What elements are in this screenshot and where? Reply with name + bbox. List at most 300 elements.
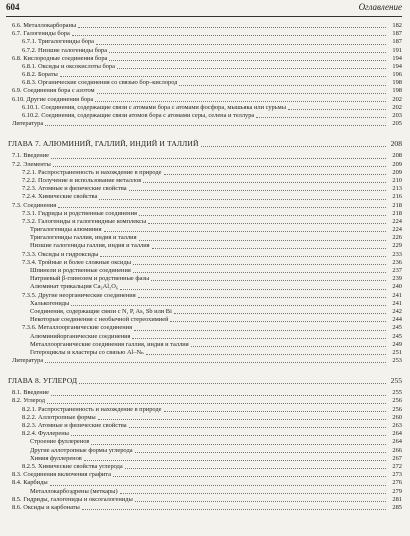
dot-leader bbox=[129, 427, 386, 428]
toc-entry-title bbox=[30, 283, 118, 291]
toc-entry-text: Углерод bbox=[23, 397, 45, 405]
toc-entry-text: Оксиды и гидроксиды bbox=[38, 250, 99, 258]
toc-page-number: 260 bbox=[392, 413, 402, 421]
toc-entry-text: Металлоорганические соединения галлия, индия и таллия bbox=[30, 340, 189, 348]
toc-entry-text: Введение bbox=[23, 152, 49, 160]
toc-entry-title bbox=[12, 161, 51, 169]
dot-leader bbox=[164, 174, 386, 175]
toc-page-number: 276 bbox=[392, 479, 402, 487]
toc-entry bbox=[8, 202, 402, 210]
toc-entry-text: АЛЮМИНИЙ, ГАЛЛИЙ, ИНДИЙ И ТАЛЛИЙ bbox=[42, 139, 199, 149]
toc-entry-number: 6.7.2. bbox=[22, 46, 37, 54]
dot-leader bbox=[82, 509, 386, 510]
toc-entry-title bbox=[22, 251, 98, 259]
toc-entry-text: Элементы bbox=[23, 160, 51, 168]
toc-entry bbox=[8, 438, 402, 446]
toc-entry-number: 7.3. bbox=[12, 201, 22, 209]
toc-page-number: 255 bbox=[392, 389, 402, 397]
dot-leader bbox=[139, 215, 386, 216]
toc-entry bbox=[8, 430, 402, 438]
dot-leader bbox=[256, 117, 386, 118]
toc-entry-text: Распространенность и нахождение в природе bbox=[38, 405, 162, 413]
toc-entry bbox=[8, 251, 402, 259]
dot-leader bbox=[191, 346, 386, 347]
toc-page-number: 218 bbox=[392, 201, 402, 209]
toc-entry-text: Соединения, содержащие связи с N, P, As, Sb или Bi bbox=[30, 307, 172, 315]
toc-entry-text: Другие неорганические соединения bbox=[38, 291, 136, 299]
dot-leader bbox=[120, 289, 386, 290]
toc-entry bbox=[8, 349, 402, 357]
dot-leader bbox=[138, 297, 386, 298]
toc-entry-text: Гетероциклы и кластеры со связью Al–Nₙ bbox=[30, 348, 144, 356]
toc-page-number: 285 bbox=[392, 503, 402, 511]
toc-page-number: 255 bbox=[390, 376, 402, 386]
toc-entry bbox=[8, 341, 402, 349]
dot-leader bbox=[201, 146, 386, 147]
dot-leader bbox=[78, 27, 386, 28]
toc-entry-title bbox=[12, 397, 45, 405]
dot-leader bbox=[72, 35, 386, 36]
toc-entry-title bbox=[22, 79, 177, 87]
toc-entry-number: 8.2.4. bbox=[22, 430, 37, 438]
dot-leader bbox=[113, 476, 386, 477]
toc-page-number: 251 bbox=[392, 348, 402, 356]
toc-entry-number: 7.2.1. bbox=[22, 168, 37, 176]
toc-page-number: 256 bbox=[392, 405, 402, 413]
toc-page-number: 264 bbox=[392, 438, 402, 446]
toc-entry-number: 6.8. bbox=[12, 54, 22, 62]
toc-entry-title bbox=[22, 185, 127, 193]
toc-entry bbox=[8, 455, 402, 463]
toc-entry bbox=[8, 267, 402, 275]
toc-page-number: 224 bbox=[392, 217, 402, 225]
toc-entry-number: 7.2.3. bbox=[22, 185, 37, 193]
chapter-heading bbox=[8, 375, 402, 386]
toc-page-number: 245 bbox=[392, 324, 402, 332]
chapter-heading bbox=[8, 138, 402, 149]
toc-page-number: 239 bbox=[392, 275, 402, 283]
toc-entry bbox=[8, 292, 402, 300]
toc-entry-text: Некоторые соединения с необычной стереохимией bbox=[30, 316, 169, 324]
toc-page-number: 182 bbox=[392, 21, 402, 29]
toc-page-number: 226 bbox=[392, 234, 402, 242]
toc-entry bbox=[8, 193, 402, 201]
toc-entry-text: УГЛЕРОД bbox=[42, 376, 78, 386]
toc-page-number: 279 bbox=[392, 487, 402, 495]
dot-leader bbox=[148, 223, 386, 224]
toc-entry-text: Шпинели и родственные соединения bbox=[30, 267, 131, 275]
toc-entry bbox=[8, 357, 402, 365]
toc-entry-number: 8.2.5. bbox=[22, 462, 37, 470]
dot-leader bbox=[97, 93, 386, 94]
toc-entry bbox=[8, 38, 402, 46]
toc-entry-title bbox=[12, 152, 49, 160]
toc-page-number: 236 bbox=[392, 258, 402, 266]
toc-entry-text: Металлокарбоэдрены (меткары) bbox=[30, 487, 118, 495]
dot-leader bbox=[71, 435, 386, 436]
toc-entry bbox=[8, 177, 402, 185]
dot-leader bbox=[135, 501, 386, 502]
toc-entry-title bbox=[12, 471, 111, 479]
toc-page-number: 202 bbox=[392, 103, 402, 111]
toc-entry-title bbox=[12, 55, 107, 63]
toc-page-number: 198 bbox=[392, 79, 402, 87]
toc-entry-text: Фуллерены bbox=[38, 430, 69, 438]
toc-entry bbox=[8, 243, 402, 251]
toc-entry-title bbox=[22, 422, 127, 430]
toc-entry-title bbox=[22, 193, 97, 201]
toc-entry bbox=[8, 47, 402, 55]
toc-entry bbox=[8, 316, 402, 324]
table-of-contents bbox=[8, 22, 402, 512]
toc-entry bbox=[8, 471, 402, 479]
toc-entry bbox=[8, 275, 402, 283]
dot-leader bbox=[91, 444, 386, 445]
toc-entry-title bbox=[8, 375, 77, 386]
toc-entry bbox=[8, 169, 402, 177]
toc-entry-title bbox=[30, 349, 144, 357]
toc-page-number: 208 bbox=[392, 152, 402, 160]
toc-entry-title bbox=[30, 316, 168, 324]
toc-entry-title bbox=[30, 300, 69, 308]
dot-leader bbox=[288, 109, 386, 110]
toc-page-number: 196 bbox=[392, 71, 402, 79]
toc-entry bbox=[8, 210, 402, 218]
toc-entry-text: Другие аллотропные формы углерода bbox=[30, 446, 133, 454]
toc-entry-title bbox=[30, 234, 137, 242]
toc-entry-text: Кислородные соединения бора bbox=[23, 54, 108, 62]
dot-leader bbox=[96, 44, 386, 45]
dot-leader bbox=[53, 166, 386, 167]
toc-entry-number: 6.7. bbox=[12, 30, 22, 38]
toc-entry-number: 8.2.2. bbox=[22, 413, 37, 421]
toc-page-number: 267 bbox=[392, 454, 402, 462]
toc-entry bbox=[8, 112, 402, 120]
toc-entry-title bbox=[30, 455, 82, 463]
toc-entry-text: Химические свойства bbox=[38, 193, 98, 201]
toc-entry-number: 8.4. bbox=[12, 479, 22, 487]
toc-entry-number: 7.2. bbox=[12, 160, 22, 168]
dot-leader bbox=[174, 313, 386, 314]
toc-entry bbox=[8, 96, 402, 104]
dot-leader bbox=[170, 321, 386, 322]
toc-page-number: 209 bbox=[392, 168, 402, 176]
toc-entry-text: Соединения bbox=[23, 201, 57, 209]
toc-entry-text: Оксиды и карбонаты bbox=[23, 503, 80, 511]
toc-entry-text: Другие соединения бора bbox=[26, 95, 94, 103]
toc-entry bbox=[8, 152, 402, 160]
toc-entry bbox=[8, 30, 402, 38]
toc-entry bbox=[8, 226, 402, 234]
toc-entry-number: 8.2. bbox=[12, 397, 22, 405]
toc-entry-number: 8.5. bbox=[12, 495, 22, 503]
toc-entry-text: Бораты bbox=[38, 71, 58, 79]
toc-entry-text: Карбиды bbox=[23, 479, 48, 487]
toc-page-number: 244 bbox=[392, 316, 402, 324]
toc-entry-title bbox=[30, 341, 189, 349]
toc-entry bbox=[8, 414, 402, 422]
dot-leader bbox=[129, 190, 386, 191]
dot-leader bbox=[134, 330, 386, 331]
toc-entry-text: Натриевый β-глинозем и родственные фазы bbox=[30, 275, 150, 283]
dot-leader bbox=[125, 468, 386, 469]
toc-page-number: 208 bbox=[390, 139, 402, 149]
toc-entry bbox=[8, 447, 402, 455]
toc-page-number: 187 bbox=[392, 30, 402, 38]
dot-leader bbox=[109, 60, 386, 61]
toc-entry-title bbox=[22, 177, 141, 185]
toc-entry-number: 6.6. bbox=[12, 21, 22, 29]
toc-page-number: 253 bbox=[392, 357, 402, 365]
dot-leader bbox=[132, 338, 386, 339]
dot-leader bbox=[51, 158, 386, 159]
dot-leader bbox=[47, 403, 386, 404]
toc-entry-number: 7.2.4. bbox=[22, 193, 37, 201]
toc-page-number: 224 bbox=[392, 226, 402, 234]
toc-entry bbox=[8, 479, 402, 487]
toc-entry bbox=[8, 161, 402, 169]
page-number: 604 bbox=[6, 2, 20, 12]
toc-entry bbox=[8, 22, 402, 30]
toc-entry-text: Введение bbox=[23, 389, 49, 397]
toc-entry-number: ГЛАВА 7. bbox=[8, 139, 41, 149]
toc-entry-text: Тригалогениды бора bbox=[38, 38, 95, 46]
toc-entry-title bbox=[30, 447, 133, 455]
toc-entry bbox=[8, 79, 402, 87]
dot-leader bbox=[84, 460, 386, 461]
toc-page-number: 233 bbox=[392, 250, 402, 258]
toc-entry-text: Химические свойства углерода bbox=[38, 462, 123, 470]
toc-entry-title bbox=[22, 71, 58, 79]
toc-page-number: 242 bbox=[392, 307, 402, 315]
dot-leader bbox=[71, 305, 386, 306]
toc-entry-number: 7.3.6. bbox=[22, 324, 37, 332]
toc-entry-number: 7.3.3. bbox=[22, 250, 37, 258]
toc-entry-text: Низшие галогениды бора bbox=[38, 46, 108, 54]
dot-leader bbox=[50, 485, 386, 486]
toc-entry bbox=[8, 406, 402, 414]
toc-entry-text: Литература bbox=[12, 357, 44, 365]
toc-entry-text: Распространенность и нахождение в природе bbox=[38, 168, 162, 176]
toc-page-number: 249 bbox=[392, 340, 402, 348]
toc-page-number: 241 bbox=[392, 291, 402, 299]
toc-page-number: 281 bbox=[392, 495, 402, 503]
toc-entry bbox=[8, 504, 402, 512]
toc-entry-title bbox=[30, 438, 89, 446]
dot-leader bbox=[164, 411, 386, 412]
toc-entry-title bbox=[30, 333, 130, 341]
toc-entry-text: Галогениды бора bbox=[23, 30, 70, 38]
toc-entry-title bbox=[22, 210, 137, 218]
toc-page-number: 266 bbox=[392, 446, 402, 454]
toc-entry-title bbox=[22, 414, 96, 422]
toc-page-number: 194 bbox=[392, 62, 402, 70]
toc-entry bbox=[8, 218, 402, 226]
toc-entry bbox=[8, 488, 402, 496]
toc-entry-number: 7.3.1. bbox=[22, 209, 37, 217]
toc-entry-number: ГЛАВА 8. bbox=[8, 376, 41, 386]
toc-entry-title bbox=[22, 292, 136, 300]
toc-entry bbox=[8, 55, 402, 63]
dot-leader bbox=[45, 362, 386, 363]
dot-leader bbox=[79, 383, 386, 384]
toc-entry bbox=[8, 389, 402, 397]
toc-entry-number: 6.8.2. bbox=[22, 71, 37, 79]
toc-entry-text: Литература bbox=[12, 120, 44, 128]
dot-leader bbox=[152, 248, 386, 249]
toc-entry-title bbox=[22, 259, 131, 267]
dot-leader bbox=[151, 280, 386, 281]
toc-page-number: 218 bbox=[392, 209, 402, 217]
toc-entry-text: Металлоорганические соединения bbox=[38, 324, 133, 332]
toc-entry-title bbox=[30, 488, 118, 496]
toc-entry-text: Халькогениды bbox=[30, 299, 70, 307]
toc-entry-number: 7.2.2. bbox=[22, 176, 37, 184]
toc-entry-text: Галогениды и галогенидные комплексы bbox=[38, 217, 147, 225]
toc-entry-number: 6.10. bbox=[12, 95, 25, 103]
toc-entry-title bbox=[12, 479, 48, 487]
toc-entry-number: 8.2.1. bbox=[22, 405, 37, 413]
toc-entry bbox=[8, 463, 402, 471]
toc-entry-text: Соединения включения графита bbox=[23, 471, 111, 479]
toc-entry-title bbox=[12, 357, 43, 365]
toc-entry-text: Строение фуллеренов bbox=[30, 438, 90, 446]
toc-entry-text: Аллотропные формы bbox=[38, 413, 96, 421]
dot-leader bbox=[104, 231, 386, 232]
toc-entry-text: Атомные и физические свойства bbox=[38, 422, 127, 430]
toc-page-number: 213 bbox=[392, 185, 402, 193]
toc-entry-title bbox=[12, 120, 43, 128]
toc-entry-text: Металлокарбораны bbox=[23, 21, 77, 29]
toc-entry-title bbox=[12, 87, 95, 95]
dot-leader bbox=[109, 52, 386, 53]
toc-page-number: 273 bbox=[392, 471, 402, 479]
toc-entry-title bbox=[8, 138, 199, 149]
toc-entry-title bbox=[12, 504, 80, 512]
dot-leader bbox=[179, 85, 386, 86]
dot-leader bbox=[100, 256, 386, 257]
toc-entry-number: 7.3.4. bbox=[22, 258, 37, 266]
toc-entry-title bbox=[22, 218, 146, 226]
toc-entry-title bbox=[30, 267, 131, 275]
toc-entry-number: 8.2.3. bbox=[22, 422, 37, 430]
toc-page-number: 229 bbox=[392, 242, 402, 250]
toc-page-number: 210 bbox=[392, 176, 402, 184]
toc-entry bbox=[8, 71, 402, 79]
toc-page-number: 198 bbox=[392, 87, 402, 95]
toc-entry-number: 8.1. bbox=[12, 389, 22, 397]
dot-leader bbox=[139, 240, 386, 241]
dot-leader bbox=[45, 125, 386, 126]
toc-entry-title bbox=[12, 389, 49, 397]
toc-entry-title bbox=[22, 104, 286, 112]
dot-leader bbox=[133, 264, 386, 265]
toc-entry bbox=[8, 324, 402, 332]
toc-entry-title bbox=[12, 22, 76, 30]
toc-entry-text: Тройные и более сложные оксиды bbox=[38, 258, 132, 266]
toc-page-number: 203 bbox=[392, 112, 402, 120]
toc-entry-title bbox=[22, 47, 107, 55]
dot-leader bbox=[98, 419, 386, 420]
toc-entry-number: 7.1. bbox=[12, 152, 22, 160]
toc-entry-title bbox=[22, 406, 162, 414]
toc-entry bbox=[8, 120, 402, 128]
dot-leader bbox=[120, 493, 386, 494]
toc-entry bbox=[8, 398, 402, 406]
dot-leader bbox=[58, 207, 386, 208]
toc-entry-text: Тригалогениды галлия, индия и таллия bbox=[30, 234, 137, 242]
toc-entry-title bbox=[12, 30, 70, 38]
toc-page-number: 209 bbox=[392, 160, 402, 168]
toc-entry-text: Тригалогениды алюминия bbox=[30, 226, 102, 234]
toc-entry-text: Гидриды, галогениды и оксогалогениды bbox=[23, 495, 133, 503]
toc-entry bbox=[8, 333, 402, 341]
toc-entry-title bbox=[12, 202, 56, 210]
toc-entry-title bbox=[30, 275, 149, 283]
toc-entry bbox=[8, 300, 402, 308]
toc-entry-text: Соединения, содержащие связи атомов бора с атомами серы, селена и теллура bbox=[41, 112, 255, 120]
dot-leader bbox=[133, 272, 386, 273]
toc-page-number: 245 bbox=[392, 332, 402, 340]
toc-entry-number: 6.10.1. bbox=[22, 103, 40, 111]
toc-entry-title bbox=[30, 242, 150, 250]
toc-entry-text: Получение и использование металлов bbox=[38, 176, 142, 184]
toc-entry-title bbox=[22, 112, 254, 120]
toc-page-number: 187 bbox=[392, 38, 402, 46]
toc-entry-text: Алюминийорганические соединения bbox=[30, 332, 131, 340]
toc-entry bbox=[8, 104, 402, 112]
toc-entry-text: Соединения бора с азотом bbox=[23, 87, 95, 95]
toc-page-number: 272 bbox=[392, 462, 402, 470]
running-title: Оглавление bbox=[358, 2, 402, 12]
page-header bbox=[6, 2, 402, 17]
toc-page-number: 194 bbox=[392, 54, 402, 62]
toc-entry-title bbox=[22, 169, 162, 177]
toc-entry bbox=[8, 234, 402, 242]
dot-leader bbox=[117, 68, 386, 69]
toc-entry bbox=[8, 88, 402, 96]
toc-entry-title bbox=[22, 324, 132, 332]
toc-page-number: 205 bbox=[392, 120, 402, 128]
toc-entry-text: Органические соединения со связью бор–кислород bbox=[38, 79, 178, 87]
dot-leader bbox=[135, 452, 386, 453]
toc-entry-title bbox=[22, 38, 94, 46]
toc-entry-text: Алюминат трикальция Ca₃Al₂O₆ bbox=[30, 283, 119, 291]
toc-page-number: 263 bbox=[392, 422, 402, 430]
toc-entry-text: Гидриды и родственные соединения bbox=[38, 209, 137, 217]
toc-entry-number: 8.3. bbox=[12, 471, 22, 479]
toc-entry-number: 6.7.1. bbox=[22, 38, 37, 46]
toc-entry bbox=[8, 422, 402, 430]
toc-entry-title bbox=[30, 226, 102, 234]
toc-page-number: 202 bbox=[392, 95, 402, 103]
toc-entry bbox=[8, 283, 402, 291]
toc-entry-number: 7.3.5. bbox=[22, 291, 37, 299]
toc-page-number: 240 bbox=[392, 283, 402, 291]
toc-page-number: 264 bbox=[392, 430, 402, 438]
toc-entry-text: Низшие галогениды галлия, индия и таллия bbox=[30, 242, 150, 250]
dot-leader bbox=[60, 76, 386, 77]
toc-entry-text: Химия фуллеренов bbox=[30, 454, 82, 462]
dot-leader bbox=[95, 101, 386, 102]
toc-page-number: 191 bbox=[392, 46, 402, 54]
toc-entry-title bbox=[12, 496, 133, 504]
toc-entry bbox=[8, 308, 402, 316]
dot-leader bbox=[143, 182, 386, 183]
toc-entry-text: Соединения, содержащие связи с атомами бора с атомами фосфора, мышьяка или сурьмы bbox=[41, 103, 286, 111]
toc-entry bbox=[8, 63, 402, 71]
toc-entry-number: 6.10.2. bbox=[22, 112, 40, 120]
